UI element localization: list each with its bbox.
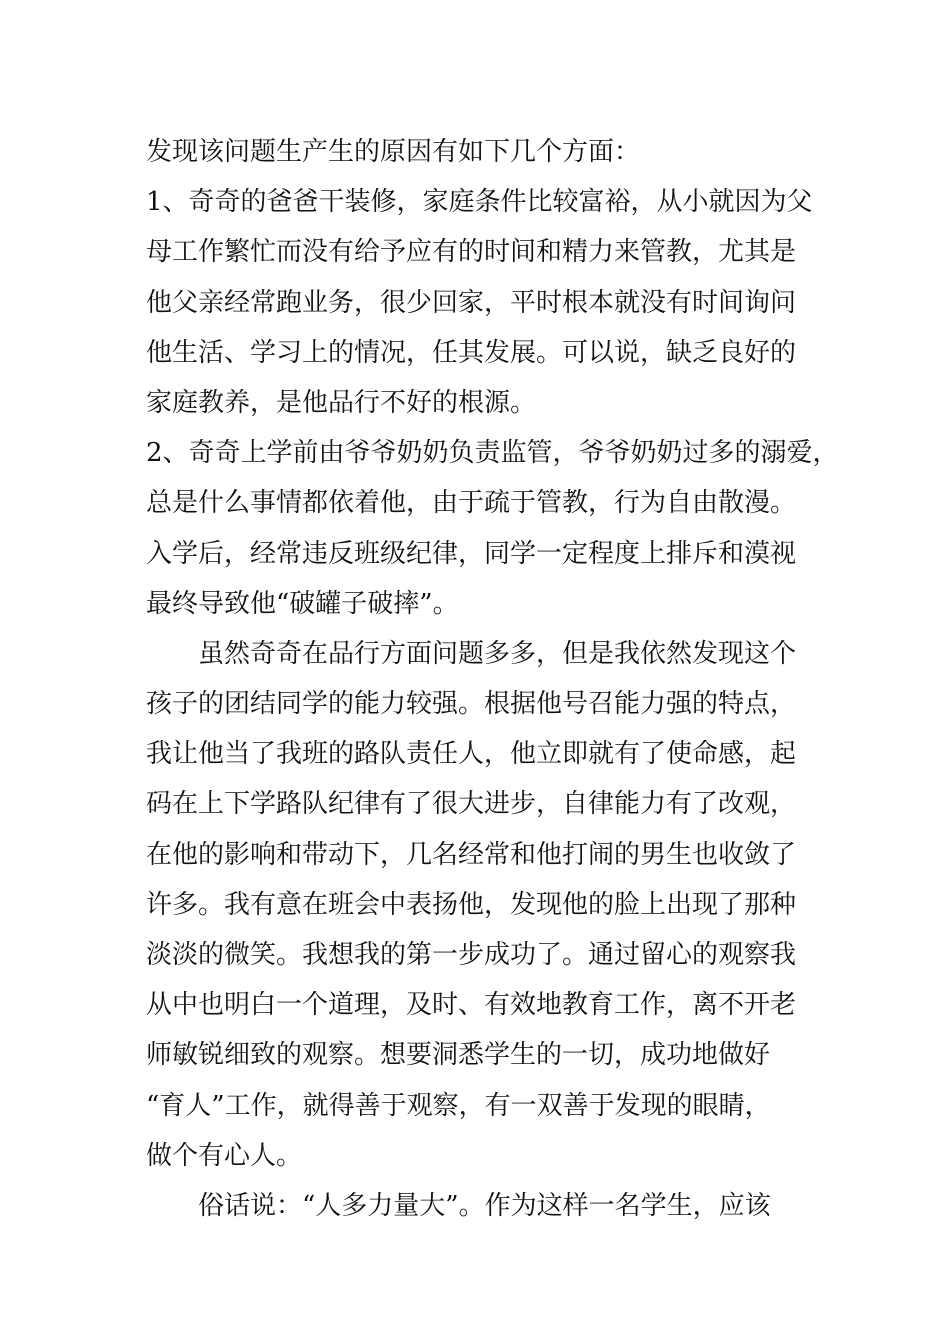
text-line: 他生活、学习上的情况，任其发展。可以说，缺乏良好的	[146, 337, 797, 368]
text-line: 2、奇奇上学前由爷爷奶奶负责监管，爷爷奶奶过多的溺爱，	[146, 438, 839, 469]
text-line: 家庭教养，是他品行不好的根源。	[146, 387, 537, 418]
text-line: 总是什么事情都依着他，由于疏于管教，行为自由散漫。	[146, 488, 797, 519]
text-line: 发现该问题生产生的原因有如下几个方面：	[146, 137, 641, 167]
text-line: 虽然奇奇在品行方面问题多多，但是我依然发现这个	[146, 638, 797, 669]
text-line: 在他的影响和带动下，几名经常和他打闹的男生也收敛了	[146, 839, 797, 870]
document-body	[146, 127, 839, 1231]
text-line: 入学后，经常违反班级纪律，同学一定程度上排斥和漠视	[146, 538, 797, 569]
text-line: 他父亲经常跑业务，很少回家，平时根本就没有时间询问	[146, 287, 797, 318]
text-line: 师敏锐细致的观察。想要洞悉学生的一切，成功地做好	[146, 1040, 771, 1071]
text-line: 许多。我有意在班会中表扬他，发现他的脸上出现了那种	[146, 889, 797, 920]
text-line: 做个有心人。	[146, 1140, 303, 1171]
text-line: 最终导致他“破罐子破摔”。	[146, 588, 459, 619]
text-line: 母工作繁忙而没有给予应有的时间和精力来管教，尤其是	[146, 237, 797, 268]
text-line: 码在上下学路队纪律有了很大进步，自律能力有了改观，	[146, 789, 797, 820]
text-line: 从中也明白一个道理，及时、有效地教育工作，离不开老	[146, 990, 797, 1021]
text-line: 淡淡的微笑。我想我的第一步成功了。通过留心的观察我	[146, 940, 797, 970]
text-line: 我让他当了我班的路队责任人，他立即就有了使命感，起	[146, 739, 797, 770]
text-line: 1、奇奇的爸爸干装修，家庭条件比较富裕，从小就因为父	[146, 187, 813, 218]
text-line: 孩子的团结同学的能力较强。根据他号召能力强的特点，	[146, 689, 797, 720]
text-line: 俗话说：“人多力量大”。作为这样一名学生，应该	[146, 1190, 771, 1221]
text-line: “育人”工作，就得善于观察，有一双善于发现的眼睛，	[146, 1090, 771, 1121]
